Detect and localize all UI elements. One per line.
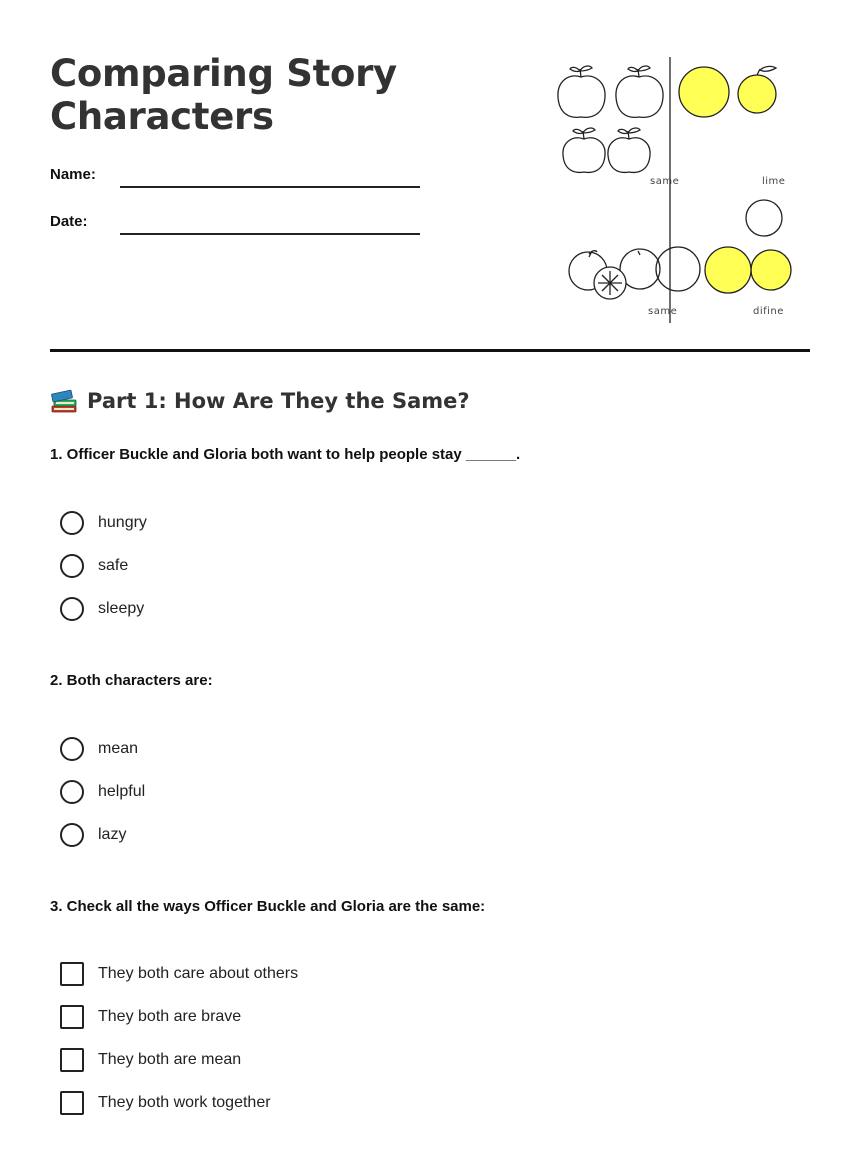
section-divider bbox=[50, 349, 810, 352]
option-label: They both are mean bbox=[98, 1051, 242, 1068]
worksheet-page bbox=[50, 0, 810, 1161]
art-label-same-bottom: same bbox=[648, 306, 678, 317]
worksheet-title bbox=[50, 52, 490, 138]
option-label: hungry bbox=[98, 514, 147, 531]
title-line-2: Characters bbox=[50, 95, 274, 138]
radio-button[interactable] bbox=[60, 737, 84, 761]
part1-heading bbox=[50, 388, 470, 414]
q2-option-helpful[interactable] bbox=[60, 779, 145, 805]
option-label: safe bbox=[98, 557, 129, 574]
q3-option-mean[interactable] bbox=[60, 1047, 241, 1073]
checkbox[interactable] bbox=[60, 1048, 84, 1072]
question-3: 3. Check all the ways Officer Buckle and Gloria are the same: bbox=[50, 898, 486, 915]
q2-option-mean[interactable] bbox=[60, 736, 138, 762]
q2-option-lazy[interactable] bbox=[60, 822, 126, 848]
option-label: They both are brave bbox=[98, 1008, 242, 1025]
lemon-icon bbox=[738, 66, 776, 113]
name-label: Name: bbox=[50, 166, 96, 183]
option-label: helpful bbox=[98, 783, 146, 800]
q1-option-safe[interactable] bbox=[60, 553, 128, 579]
radio-button[interactable] bbox=[60, 597, 84, 621]
part1-heading-text: Part 1: How Are They the Same? bbox=[87, 389, 470, 413]
lemon-icon bbox=[705, 247, 751, 293]
q3-option-care[interactable] bbox=[60, 961, 298, 987]
radio-button[interactable] bbox=[60, 823, 84, 847]
lemon-icon bbox=[679, 67, 729, 117]
date-label: Date: bbox=[50, 213, 88, 230]
radio-button[interactable] bbox=[60, 511, 84, 535]
question-2: 2. Both characters are: bbox=[50, 672, 213, 689]
q1-option-hungry[interactable] bbox=[60, 510, 147, 536]
option-label: They both work together bbox=[98, 1094, 271, 1111]
date-line[interactable] bbox=[120, 233, 420, 235]
option-label: They both care about others bbox=[98, 965, 299, 982]
name-line[interactable] bbox=[120, 186, 420, 188]
books-icon bbox=[50, 388, 78, 414]
apple-icon bbox=[563, 128, 605, 172]
name-field-row bbox=[50, 166, 430, 196]
title-line-1: Comparing Story bbox=[50, 52, 397, 95]
lemon-icon bbox=[751, 250, 791, 290]
apple-icon bbox=[558, 66, 605, 117]
checkbox[interactable] bbox=[60, 1005, 84, 1029]
art-label-difine: difine bbox=[753, 306, 784, 317]
date-field-row bbox=[50, 213, 430, 243]
question-1: 1. Officer Buckle and Gloria both want to help people stay ______. bbox=[50, 446, 521, 463]
option-label: sleepy bbox=[98, 600, 145, 617]
radio-button[interactable] bbox=[60, 554, 84, 578]
q3-option-brave[interactable] bbox=[60, 1004, 241, 1030]
checkbox[interactable] bbox=[60, 962, 84, 986]
checkbox[interactable] bbox=[60, 1091, 84, 1115]
apple-icon bbox=[608, 128, 650, 172]
option-label: mean bbox=[98, 740, 139, 757]
q1-option-sleepy[interactable] bbox=[60, 596, 144, 622]
fruit-comparison-illustration bbox=[553, 55, 793, 325]
radio-button[interactable] bbox=[60, 780, 84, 804]
art-label-same-top: same bbox=[650, 176, 680, 187]
orange-slice-icon bbox=[594, 267, 626, 299]
q3-option-together[interactable] bbox=[60, 1090, 271, 1116]
art-label-lime: lime bbox=[762, 176, 786, 187]
option-label: lazy bbox=[98, 826, 127, 843]
circle-outline-icon bbox=[746, 200, 782, 236]
circle-outline-icon bbox=[656, 247, 700, 291]
apple-icon bbox=[616, 66, 663, 117]
